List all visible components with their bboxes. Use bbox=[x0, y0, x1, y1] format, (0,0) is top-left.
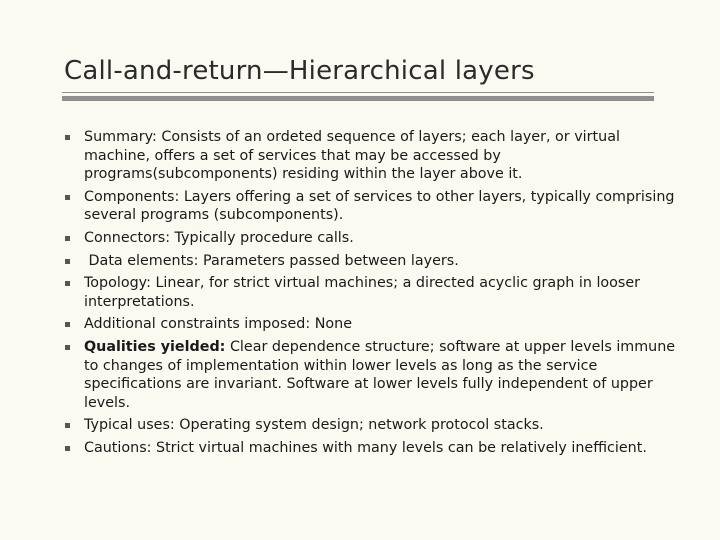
slide-title: Call-and-return—Hierarchical layers bbox=[64, 56, 535, 86]
square-bullet-icon bbox=[65, 322, 70, 327]
bullet-lead: Qualities yielded: bbox=[84, 338, 226, 355]
bullet-constraints bbox=[64, 315, 684, 334]
square-bullet-icon bbox=[65, 135, 70, 140]
square-bullet-icon bbox=[65, 236, 70, 241]
bullet-text: Components: Layers offering a set of services to other layers, typically comprising several programs (subcomponents). bbox=[84, 188, 675, 224]
bullet-components bbox=[64, 188, 684, 225]
bullet-text: Typical uses: Operating system design; network protocol stacks. bbox=[84, 417, 544, 434]
bullet-qualities bbox=[64, 338, 684, 412]
square-bullet-icon bbox=[65, 345, 70, 350]
square-bullet-icon bbox=[65, 259, 70, 264]
bullet-text: Topology: Linear, for strict virtual machines; a directed acyclic graph in looser interpretations. bbox=[84, 275, 641, 310]
bullet-connectors bbox=[64, 229, 684, 248]
bullet-list bbox=[64, 128, 684, 462]
bullet-text: Additional constraints imposed: None bbox=[84, 316, 353, 333]
square-bullet-icon bbox=[65, 446, 70, 451]
title-rule-thin bbox=[62, 92, 654, 93]
bullet-topology bbox=[64, 274, 684, 311]
bullet-summary bbox=[64, 128, 684, 184]
bullet-cautions bbox=[64, 439, 684, 458]
bullet-text: Connectors: Typically procedure calls. bbox=[84, 229, 354, 246]
bullet-data-elements bbox=[64, 252, 684, 271]
square-bullet-icon bbox=[65, 281, 70, 286]
bullet-text: Data elements: Parameters passed between layers. bbox=[84, 252, 459, 269]
bullet-text: Cautions: Strict virtual machines with many levels can be relatively inefficient. bbox=[84, 439, 647, 456]
bullet-text: Summary: Consists of an ordeted sequence of layers; each layer, or virtual machine, offers a set of services that may be accessed by programs(subcomponents) residing within the layer above it. bbox=[84, 129, 620, 183]
square-bullet-icon bbox=[65, 423, 70, 428]
bullet-text: Clear dependence structure; software at upper levels immune to changes of implementation within lower levels as long as the service specifications are invariant. Software at lower levels fully independent of upper levels. bbox=[84, 338, 676, 411]
square-bullet-icon bbox=[65, 195, 70, 200]
bullet-typical-uses bbox=[64, 416, 684, 435]
title-rule-thick bbox=[62, 96, 654, 101]
